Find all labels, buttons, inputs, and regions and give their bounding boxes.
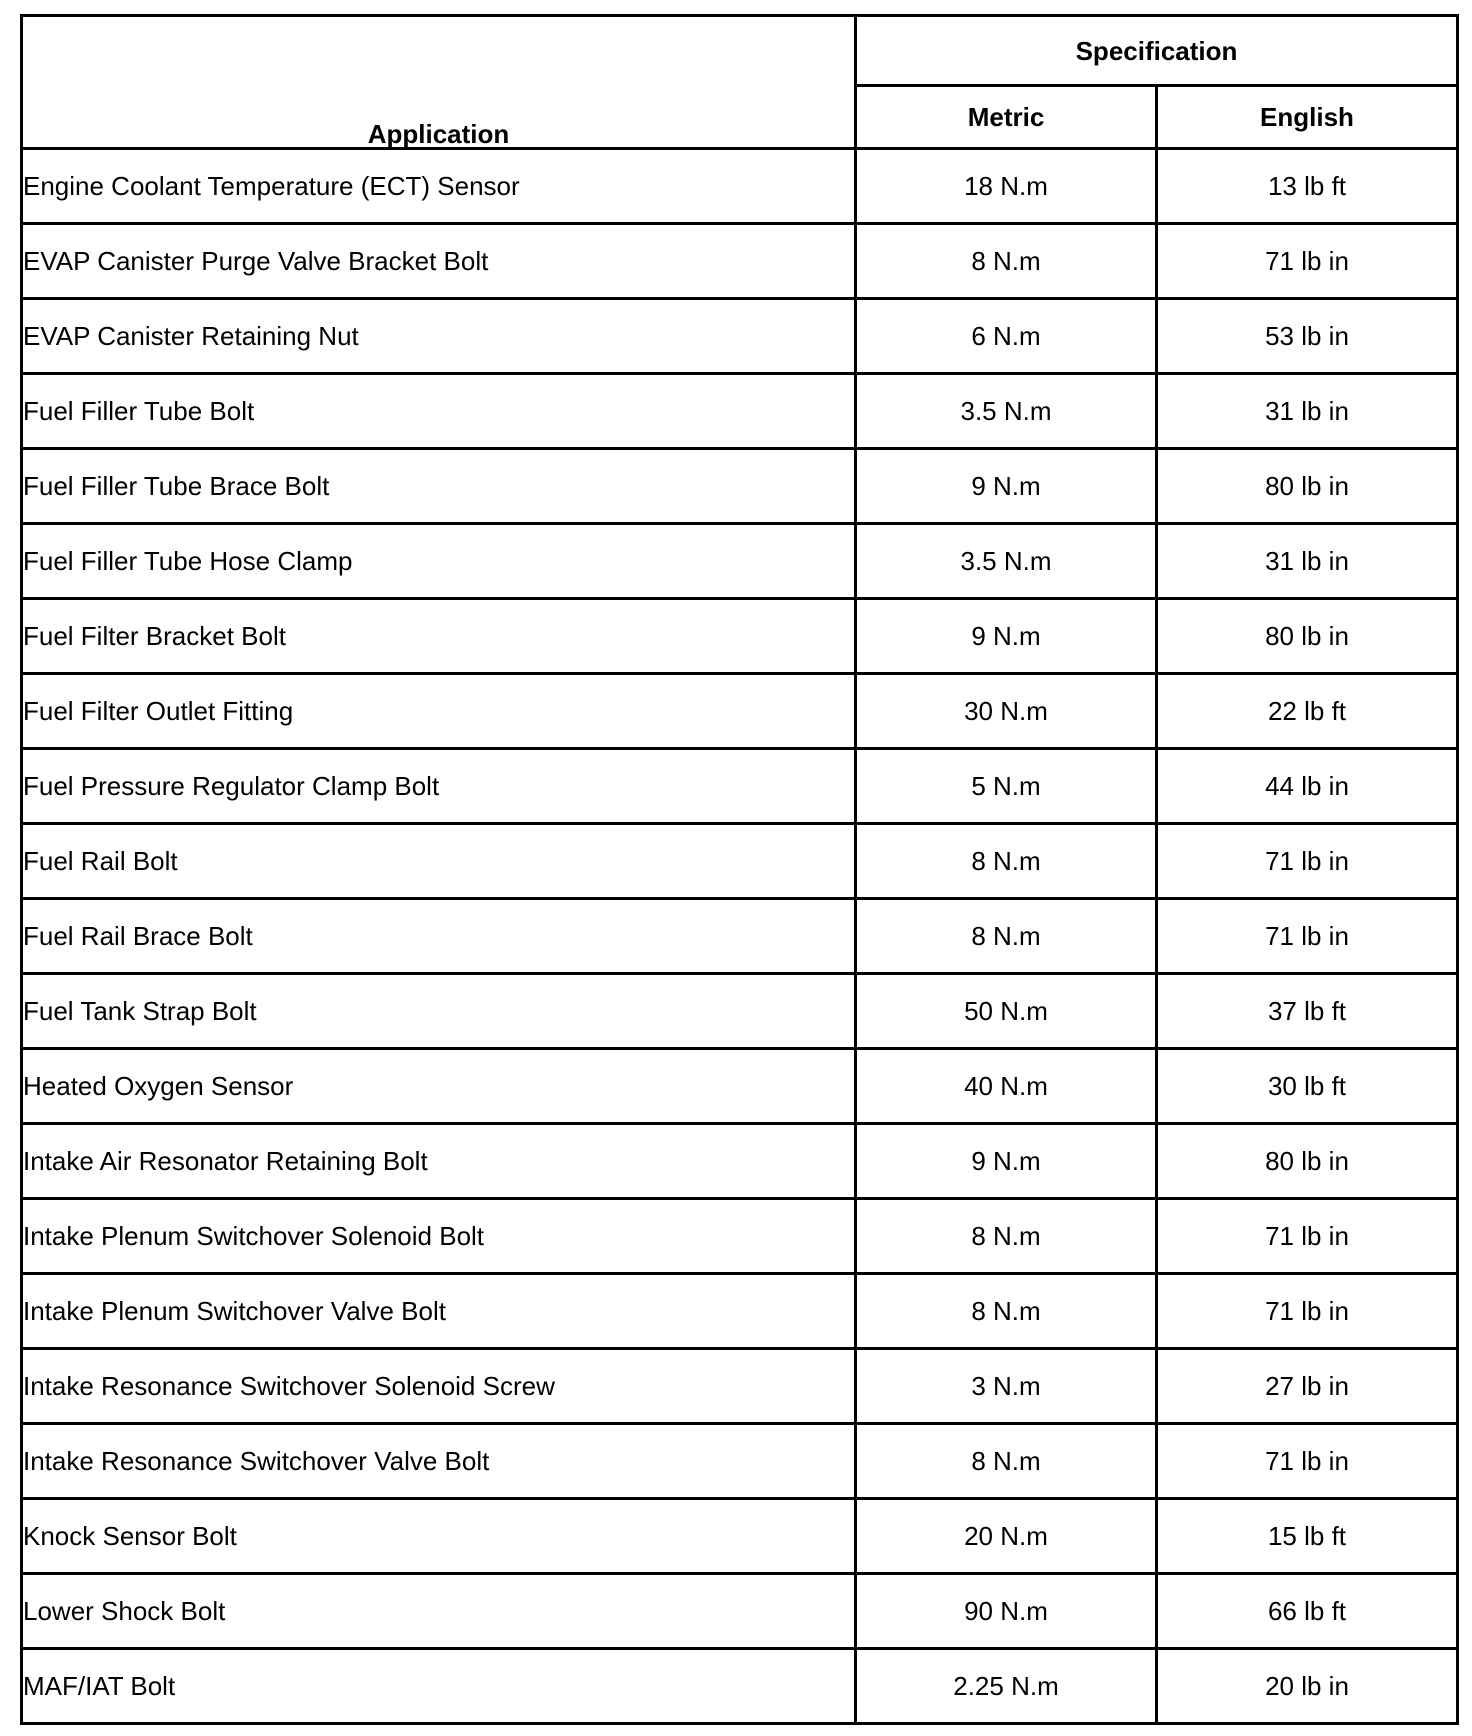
table-row	[22, 674, 1458, 749]
metric-cell: 8 N.m	[856, 1199, 1157, 1274]
table-row	[22, 1349, 1458, 1424]
metric-cell: 8 N.m	[856, 1424, 1157, 1499]
application-cell: Intake Resonance Switchover Solenoid Screw	[22, 1349, 856, 1424]
english-cell: 80 lb in	[1157, 1124, 1458, 1199]
metric-cell: 8 N.m	[856, 899, 1157, 974]
english-cell: 44 lb in	[1157, 749, 1458, 824]
specification-column-header: Specification	[856, 16, 1458, 86]
table-row	[22, 899, 1458, 974]
table-row	[22, 1049, 1458, 1124]
metric-cell: 18 N.m	[856, 149, 1157, 224]
metric-cell: 20 N.m	[856, 1499, 1157, 1574]
torque-spec-table	[20, 14, 1459, 1725]
metric-cell: 3 N.m	[856, 1349, 1157, 1424]
table-row	[22, 1274, 1458, 1349]
table-row	[22, 449, 1458, 524]
application-cell: Fuel Filter Outlet Fitting	[22, 674, 856, 749]
english-cell: 71 lb in	[1157, 1199, 1458, 1274]
application-cell: Intake Resonance Switchover Valve Bolt	[22, 1424, 856, 1499]
application-cell: Fuel Pressure Regulator Clamp Bolt	[22, 749, 856, 824]
metric-cell: 50 N.m	[856, 974, 1157, 1049]
english-cell: 30 lb ft	[1157, 1049, 1458, 1124]
english-cell: 71 lb in	[1157, 1424, 1458, 1499]
english-cell: 71 lb in	[1157, 224, 1458, 299]
english-cell: 13 lb ft	[1157, 149, 1458, 224]
english-cell: 71 lb in	[1157, 1274, 1458, 1349]
metric-cell: 9 N.m	[856, 599, 1157, 674]
application-cell: Engine Coolant Temperature (ECT) Sensor	[22, 149, 856, 224]
metric-cell: 8 N.m	[856, 824, 1157, 899]
application-cell: Intake Plenum Switchover Valve Bolt	[22, 1274, 856, 1349]
application-cell: MAF/IAT Bolt	[22, 1649, 856, 1724]
english-cell: 31 lb in	[1157, 524, 1458, 599]
table-row	[22, 974, 1458, 1049]
table-row	[22, 524, 1458, 599]
table-row	[22, 1424, 1458, 1499]
english-cell: 37 lb ft	[1157, 974, 1458, 1049]
english-cell: 80 lb in	[1157, 599, 1458, 674]
table-row	[22, 1649, 1458, 1724]
table-row	[22, 599, 1458, 674]
english-cell: 20 lb in	[1157, 1649, 1458, 1724]
table-row	[22, 299, 1458, 374]
application-cell: Knock Sensor Bolt	[22, 1499, 856, 1574]
header-row-top	[22, 16, 1458, 86]
english-column-header: English	[1157, 86, 1458, 149]
metric-cell: 40 N.m	[856, 1049, 1157, 1124]
metric-cell: 3.5 N.m	[856, 524, 1157, 599]
metric-column-header: Metric	[856, 86, 1157, 149]
metric-cell: 9 N.m	[856, 449, 1157, 524]
metric-cell: 6 N.m	[856, 299, 1157, 374]
metric-cell: 9 N.m	[856, 1124, 1157, 1199]
english-cell: 71 lb in	[1157, 824, 1458, 899]
table-row	[22, 374, 1458, 449]
application-cell: Fuel Filter Bracket Bolt	[22, 599, 856, 674]
english-cell: 15 lb ft	[1157, 1499, 1458, 1574]
table-row	[22, 1499, 1458, 1574]
table-body	[22, 149, 1458, 1724]
english-cell: 71 lb in	[1157, 899, 1458, 974]
application-cell: Fuel Filler Tube Bolt	[22, 374, 856, 449]
table-row	[22, 1124, 1458, 1199]
application-cell: Intake Air Resonator Retaining Bolt	[22, 1124, 856, 1199]
application-column-header: Application	[22, 16, 856, 149]
table-header	[22, 16, 1458, 149]
application-cell: EVAP Canister Purge Valve Bracket Bolt	[22, 224, 856, 299]
metric-cell: 2.25 N.m	[856, 1649, 1157, 1724]
metric-cell: 30 N.m	[856, 674, 1157, 749]
table-row	[22, 749, 1458, 824]
metric-cell: 8 N.m	[856, 1274, 1157, 1349]
table-row	[22, 824, 1458, 899]
english-cell: 22 lb ft	[1157, 674, 1458, 749]
metric-cell: 3.5 N.m	[856, 374, 1157, 449]
english-cell: 31 lb in	[1157, 374, 1458, 449]
english-cell: 53 lb in	[1157, 299, 1458, 374]
application-cell: Fuel Filler Tube Brace Bolt	[22, 449, 856, 524]
application-cell: Lower Shock Bolt	[22, 1574, 856, 1649]
english-cell: 66 lb ft	[1157, 1574, 1458, 1649]
application-cell: EVAP Canister Retaining Nut	[22, 299, 856, 374]
metric-cell: 8 N.m	[856, 224, 1157, 299]
table-row	[22, 1199, 1458, 1274]
english-cell: 27 lb in	[1157, 1349, 1458, 1424]
table-row	[22, 149, 1458, 224]
application-cell: Fuel Filler Tube Hose Clamp	[22, 524, 856, 599]
application-cell: Fuel Rail Bolt	[22, 824, 856, 899]
english-cell: 80 lb in	[1157, 449, 1458, 524]
metric-cell: 90 N.m	[856, 1574, 1157, 1649]
metric-cell: 5 N.m	[856, 749, 1157, 824]
table-row	[22, 1574, 1458, 1649]
application-cell: Fuel Rail Brace Bolt	[22, 899, 856, 974]
application-cell: Intake Plenum Switchover Solenoid Bolt	[22, 1199, 856, 1274]
application-cell: Heated Oxygen Sensor	[22, 1049, 856, 1124]
application-cell: Fuel Tank Strap Bolt	[22, 974, 856, 1049]
table-row	[22, 224, 1458, 299]
